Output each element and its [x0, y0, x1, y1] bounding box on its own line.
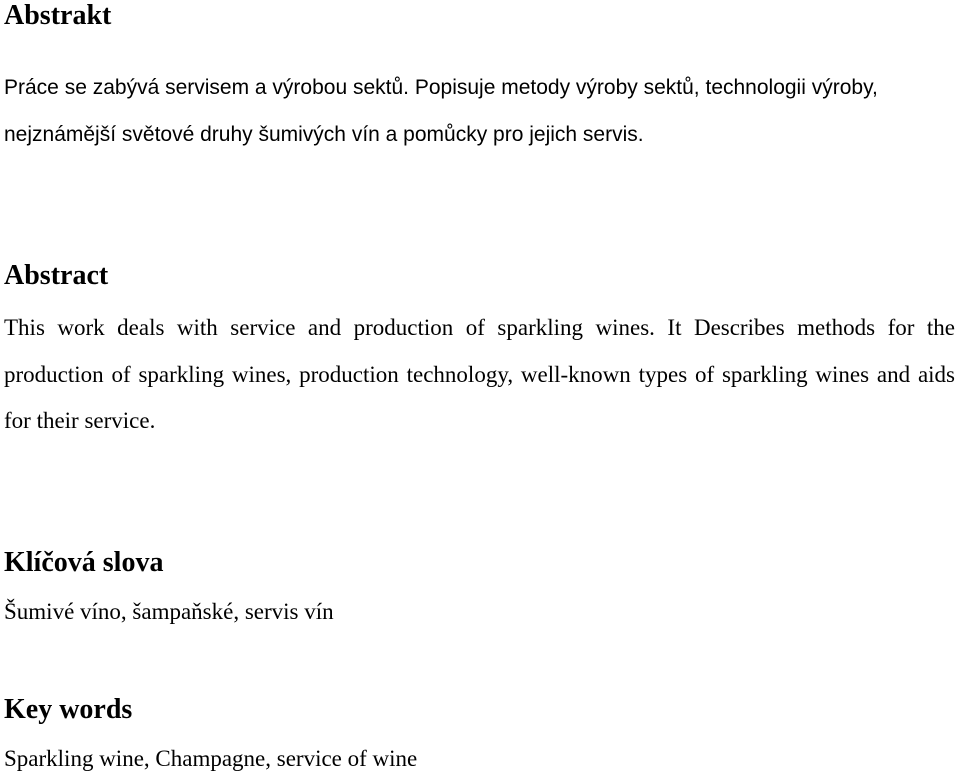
abstrakt-heading: Abstrakt: [4, 0, 112, 31]
abstract-heading: Abstract: [4, 260, 109, 291]
klicova-slova-heading: Klíčová slova: [4, 547, 164, 578]
key-words-heading: Key words: [4, 694, 133, 725]
klicova-slova-text: Šumivé víno, šampaňské, servis vín: [4, 599, 334, 624]
abstract-text: This work deals with service and production of sparkling wines. It Describes methods for the production of sparkling wines, production technology, well-known types of sparkling wines and aids for their service.: [4, 315, 955, 433]
abstrakt-text: Práce se zabývá servisem a výrobou sektů. Popisuje metody výroby sektů, technologii výroby, nejznámější světové druhy šumivých vín a pomůcky pro jejich servis.: [4, 76, 878, 146]
key-words-text: Sparkling wine, Champagne, service of wine: [4, 746, 418, 771]
